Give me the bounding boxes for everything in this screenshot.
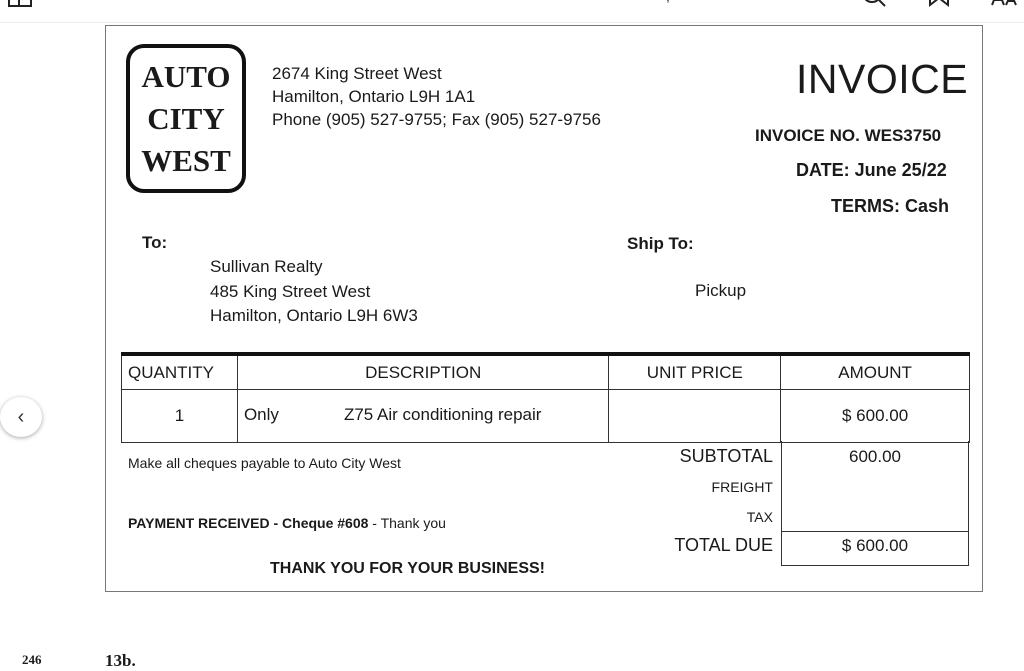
cheque-instructions: Make all cheques payable to Auto City West — [128, 455, 401, 471]
exercise-label: 13b. — [105, 651, 136, 670]
row-description-cell — [237, 390, 608, 443]
row-quantity: 1 — [122, 390, 238, 443]
header-amount: AMOUNT — [781, 354, 970, 390]
customer-street: 485 King Street West — [210, 281, 371, 301]
customer-city: Hamilton, Ontario L9H 6W3 — [210, 306, 418, 325]
ship-to-label: Ship To: — [627, 234, 694, 253]
invoice-terms: TERMS: Cash — [831, 196, 950, 216]
chevron-left-icon: ‹ — [17, 405, 25, 428]
vendor-address — [272, 62, 601, 131]
invoice-date: DATE: June 25/22 — [796, 160, 947, 180]
header-quantity: QUANTITY — [122, 354, 238, 390]
tax-label: TAX — [746, 509, 773, 525]
table-row — [122, 390, 970, 443]
invoice-page — [105, 25, 983, 592]
payment-thanks: - Thank you — [368, 515, 446, 531]
subtotal-value: 600.00 — [849, 447, 901, 466]
row-amount: $ 600.00 — [781, 390, 970, 443]
total-due-label: TOTAL DUE — [674, 535, 773, 555]
logo-line: CITY — [147, 100, 225, 136]
reader-toolbar — [0, 0, 1024, 23]
logo-line: WEST — [141, 142, 231, 178]
to-label: To: — [142, 233, 168, 252]
line-items-table — [121, 352, 970, 443]
totals-box — [781, 441, 969, 566]
previous-page-button[interactable] — [0, 397, 42, 437]
total-due-value: $ 600.00 — [841, 536, 909, 555]
row-unit-note: Only — [243, 405, 279, 424]
company-logo — [126, 44, 246, 193]
page-number: 246 — [22, 652, 42, 667]
sidebar-icon[interactable] — [8, 0, 32, 8]
payment-received: PAYMENT RECEIVED - Cheque #608 — [128, 515, 369, 531]
header-description: DESCRIPTION — [237, 354, 608, 390]
address-line: 2674 King Street West — [272, 64, 442, 83]
payment-note — [128, 515, 446, 531]
customer-address — [210, 255, 418, 329]
address-line: Hamilton, Ontario L9H 1A1 — [272, 87, 476, 106]
subtotal-label: SUBTOTAL — [679, 446, 773, 466]
row-unit-price — [609, 390, 781, 443]
thank-you-message: THANK YOU FOR YOUR BUSINESS! — [270, 560, 545, 577]
row-description: Z75 Air conditioning repair — [343, 405, 542, 424]
bookmark-icon[interactable] — [928, 0, 950, 8]
invoice-number: INVOICE NO. WES3750 — [755, 126, 942, 145]
ship-to-value: Pickup — [695, 281, 747, 300]
search-icon[interactable] — [860, 0, 888, 8]
customer-name: Sullivan Realty — [210, 257, 323, 276]
contact-line: Phone (905) 527-9755; Fax (905) 527-9756 — [272, 110, 601, 129]
header-unit-price: UNIT PRICE — [609, 354, 781, 390]
freight-label: FREIGHT — [711, 479, 773, 495]
toolbar-mark — [666, 0, 670, 4]
totals-divider — [782, 531, 968, 532]
table-header-row — [122, 354, 970, 390]
text-size-icon[interactable] — [990, 0, 1020, 8]
invoice-title: INVOICE — [796, 56, 969, 102]
logo-line: AUTO — [141, 58, 231, 94]
